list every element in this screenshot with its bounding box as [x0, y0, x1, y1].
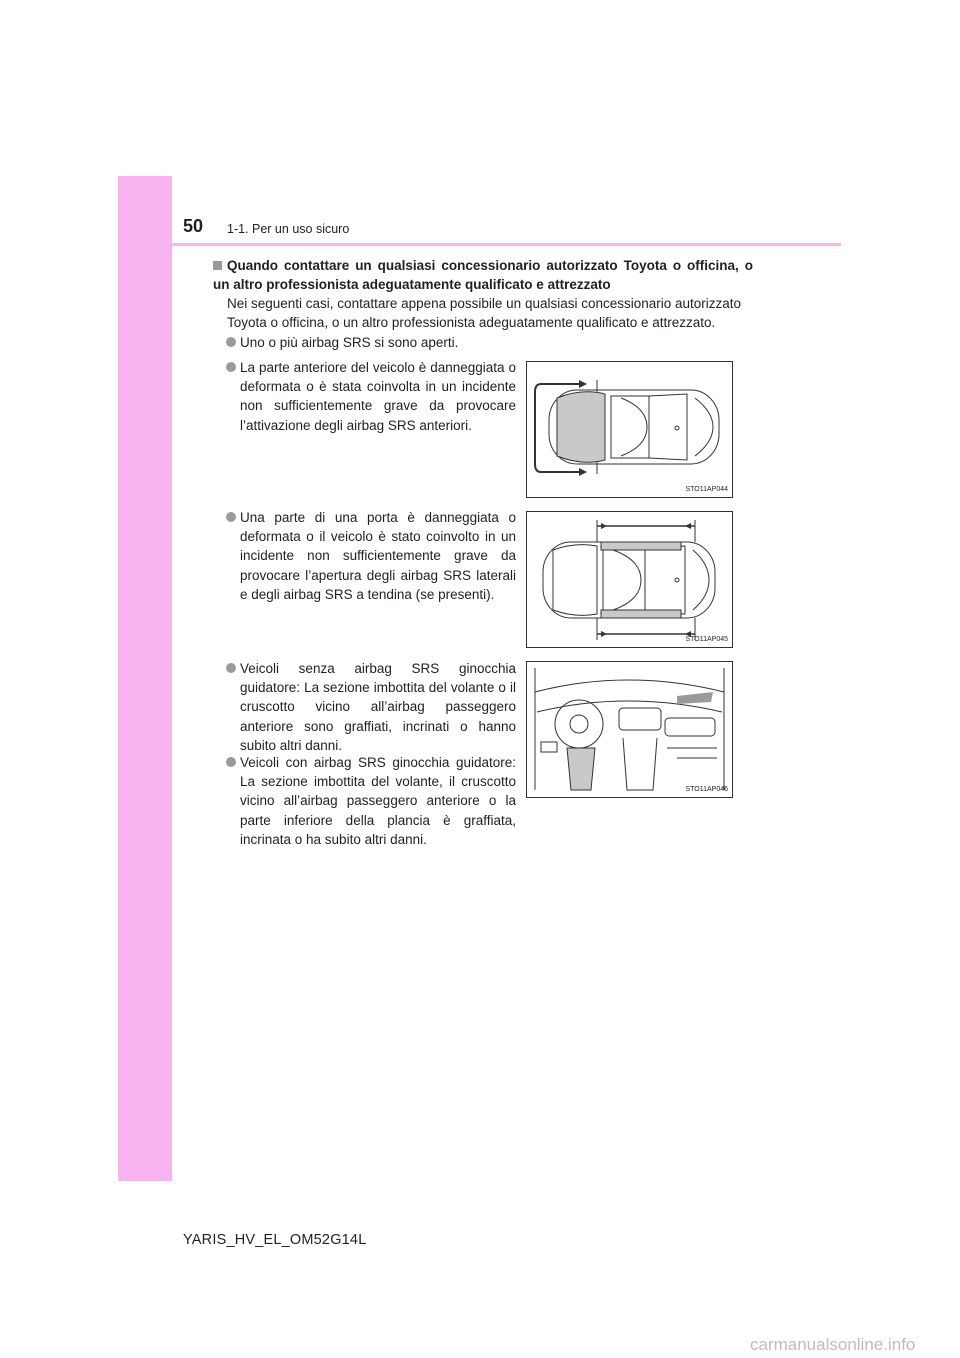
header-rule [118, 243, 841, 246]
figure-side-damage [526, 511, 733, 648]
section-heading-text: Quando contattare un qualsiasi concessionario autorizzato Toyota o officina, o un altro professionista adeguatamente qualificato e attrezzato [213, 258, 753, 292]
round-bullet-icon [226, 663, 236, 673]
car-top-view-front-illustration [527, 362, 732, 497]
round-bullet-icon [226, 337, 236, 347]
round-bullet-icon [226, 512, 236, 522]
figure-code: STO11AP045 [685, 636, 728, 643]
car-top-view-side-illustration [527, 512, 732, 647]
list-item: Uno o più airbag SRS si sono aperti. [226, 333, 526, 352]
list-item: La parte anteriore del veicolo è danneggiata o deformata o è stata coinvolta in un incidente non sufficientemente grave da provocare l’attivazione degli airbag SRS anteriori. [226, 358, 516, 435]
watermark: carmanualsonline.info [750, 1335, 916, 1354]
figure-front-damage [526, 361, 733, 498]
intro-paragraph: Nei seguenti casi, contattare appena possibile un qualsiasi concessionario autorizzato Toyota o officina, o un altro professionista adeguatamente qualificato e attrezzato. [227, 296, 742, 330]
section-heading [213, 256, 753, 294]
running-title: 1-1. Per un uso sicuro [227, 222, 350, 236]
list-item: Una parte di una porta è danneggiata o deformata o il veicolo è stato coinvolto in un incidente non sufficientemente grave da provocare l’apertura degli airbag SRS laterali e degli airbag SRS a tendina (se presenti). [226, 508, 516, 604]
figure-code: STO11AP046 [685, 786, 728, 793]
round-bullet-icon [226, 757, 236, 767]
figure-code: STO11AP044 [685, 486, 728, 493]
square-bullet-icon [213, 261, 222, 270]
dashboard-illustration [527, 662, 732, 797]
figure-dashboard-damage [526, 661, 733, 798]
model-code: YARIS_HV_EL_OM52G14L [183, 1232, 367, 1248]
list-item: Veicoli con airbag SRS ginocchia guidatore: La sezione imbottita del volante, il cruscotto vicino all’airbag passeggero anteriore o la parte inferiore della plancia è graffiata, incrinata o ha subito altri danni. [226, 753, 516, 849]
round-bullet-icon [226, 362, 236, 372]
side-color-band [118, 176, 172, 1181]
list-item: Veicoli senza airbag SRS ginocchia guidatore: La sezione imbottita del volante o il cruscotto vicino all’airbag passeggero anteriore sono graffiati, incrinati o hanno subito altri danni. [226, 659, 516, 755]
page-number: 50 [183, 216, 204, 236]
